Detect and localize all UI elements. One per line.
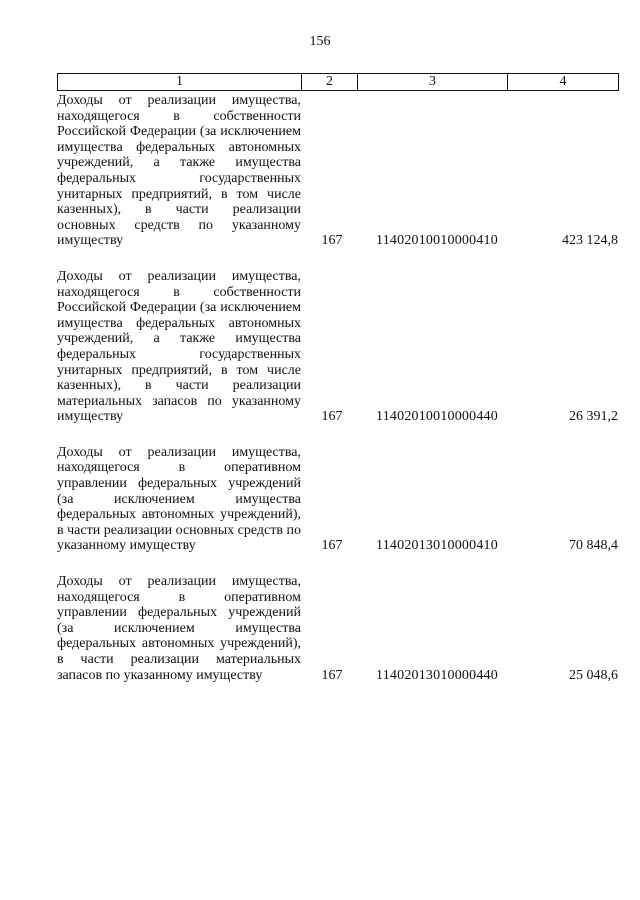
table-row bbox=[57, 93, 618, 249]
table-header bbox=[57, 73, 619, 91]
row-amount: 26 391,2 bbox=[569, 409, 618, 425]
revenue-table-body bbox=[57, 93, 618, 703]
row-description: Доходы от реализации имущества, находящегося в собственности Российской Федерации (за исключением имущества федеральных автономных учреждений, а также имущества федеральных государственных унитарных предприятий, в том числе казенных), в части реализации материальных запасов по указанному имуществу bbox=[57, 268, 301, 425]
header-column-4: 4 bbox=[508, 74, 619, 91]
row-admin-code: 167 bbox=[321, 667, 343, 683]
row-amount: 70 848,4 bbox=[569, 538, 618, 554]
row-kbk-code: 11402013010000440 bbox=[376, 667, 498, 683]
row-amount: 423 124,8 bbox=[562, 233, 618, 249]
row-description: Доходы от реализации имущества, находящегося в оперативном управлении федеральных учреждений (за исключением имущества федеральных автономных учреждений), в части реализации основных средств по указанному имуществу bbox=[57, 444, 301, 554]
row-kbk-code: 11402010010000440 bbox=[376, 409, 498, 425]
row-admin-code: 167 bbox=[321, 538, 343, 554]
header-column-1: 1 bbox=[58, 74, 302, 91]
row-kbk-code: 11402010010000410 bbox=[376, 233, 498, 249]
table-row bbox=[57, 445, 618, 554]
row-description: Доходы от реализации имущества, находящегося в оперативном управлении федеральных учреждений (за исключением имущества федеральных автономных учреждений), в части реализации материальных запасов по указанному имуществу bbox=[57, 574, 301, 683]
row-description: Доходы от реализации имущества, находящегося в собственности Российской Федерации (за исключением имущества федеральных автономных учреждений, а также имущества федеральных государственных унитарных предприятий, в том числе казенных), в части реализации основных средств по указанному имуществу bbox=[57, 93, 301, 249]
row-admin-code: 167 bbox=[321, 233, 343, 249]
header-column-3: 3 bbox=[358, 74, 508, 91]
row-admin-code: 167 bbox=[321, 409, 343, 425]
header-column-2: 2 bbox=[302, 74, 358, 91]
table-row bbox=[57, 574, 618, 683]
row-amount: 25 048,6 bbox=[569, 667, 618, 683]
row-kbk-code: 11402013010000410 bbox=[376, 538, 498, 554]
table-row bbox=[57, 269, 618, 425]
page-number: 156 bbox=[309, 34, 331, 49]
